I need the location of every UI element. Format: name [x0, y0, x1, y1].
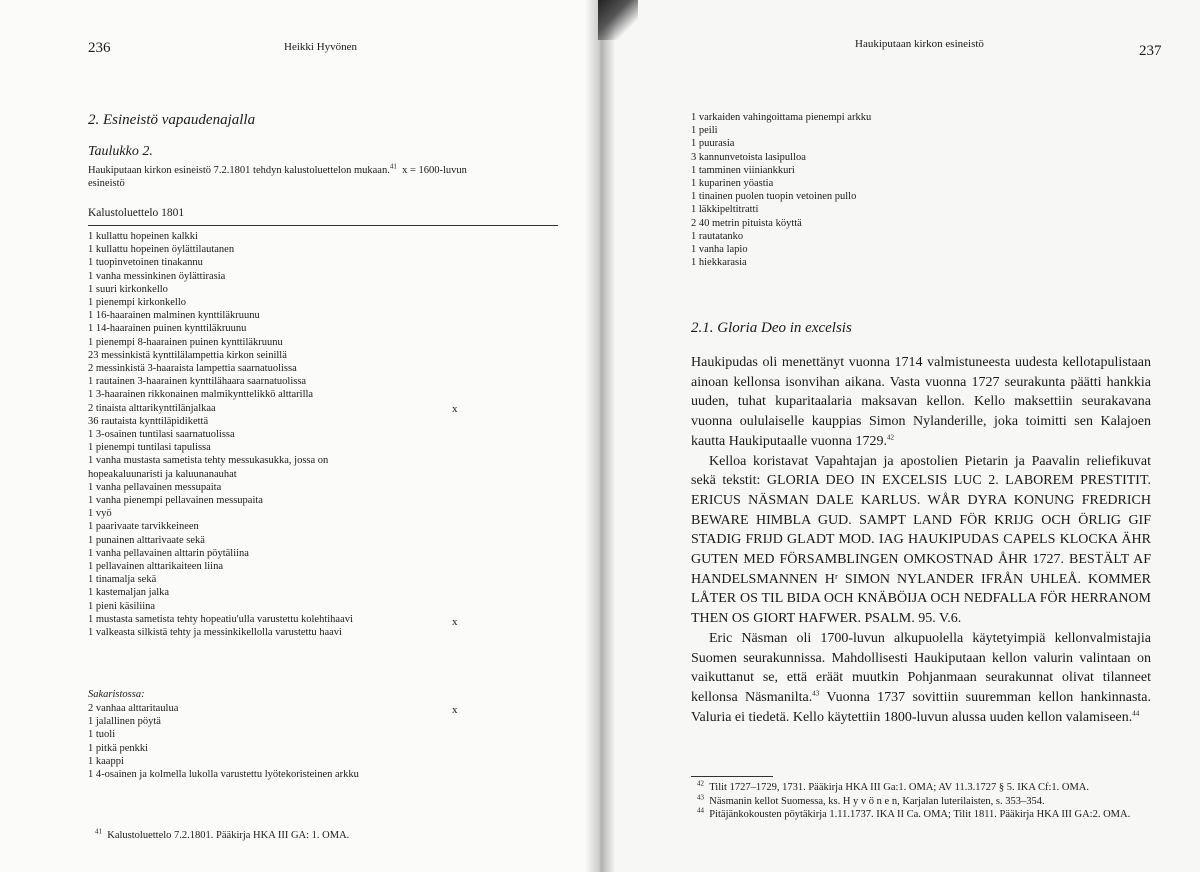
list-item: 1 vanha pellavainen messupaita — [88, 481, 222, 493]
table-title: Taulukko 2. — [88, 144, 153, 159]
list-item: 1 vyö — [88, 508, 112, 520]
list-item: 1 pienempi 8-haarainen puinen kynttiläkruunu — [88, 336, 283, 348]
list-item: 1 tuopinvetoinen tinakannu — [88, 257, 203, 269]
list-item: 1 pienempi tuntilasi tapulissa — [88, 442, 211, 454]
page-number: 237 — [1139, 43, 1162, 59]
list-item: 1 kastemaljan jalka — [88, 587, 170, 599]
list-item: 2 vanhaa alttaritaulua — [88, 703, 179, 714]
x-mark: x — [452, 403, 458, 415]
paragraph-text: Eric Näsman oli 1700-luvun alkupuolella käytetyimpiä kellonvalmistajia Suomen seurakunnissa. Mahdollisesti Haukiputaan kellon valurin valintaan on vaikuttanut se, että eräät muutkin Pohjanmaan seurakunnat olivat tilanneet kellonsa Näsmanilta. — [691, 630, 1151, 705]
page-number: 236 — [88, 40, 111, 56]
footnote — [697, 808, 1152, 822]
book-gutter — [585, 0, 615, 872]
paragraph — [691, 353, 1151, 452]
list-item: 1 14-haarainen puinen kynttiläkruunu — [88, 323, 247, 335]
list-item: 1 kuparinen yöastia — [691, 178, 774, 190]
list-item: 1 kullattu hopeinen kalkki — [88, 231, 198, 242]
list-item: 1 pienempi kirkonkello — [88, 297, 186, 309]
list-item: 1 vanha messinkinen öylättirasia — [88, 270, 226, 282]
list-item: 3 kannunvetoista lasipulloa — [691, 151, 806, 163]
footnote-text: Näsmanin kellot Suomessa, ks. H y v ö n e n, Karjalan luterilaisten, s. 353–354. — [704, 795, 1045, 807]
list-item: 1 jalallinen pöytä — [88, 716, 161, 728]
list-item: 2 messinkistä 3-haaraista lampettia saarnatuolissa — [88, 363, 297, 375]
list-item: 1 läkkipeltitratti — [691, 204, 759, 216]
list-item: 1 rautainen 3-haarainen kynttilähaara saarnatuolissa — [88, 376, 307, 388]
list-item: 1 3-osainen tuntilasi saarnatuolissa — [88, 429, 235, 441]
footnote-ref: 44 — [1132, 709, 1140, 717]
list-item: 1 kullattu hopeinen öylättilautanen — [88, 244, 235, 256]
footnote — [697, 781, 1152, 795]
list-item: 36 rautaista kynttiläpidikettä — [88, 415, 209, 427]
list-item: 1 3-haarainen rikkonainen malmikynttelikkö alttarilla — [88, 389, 314, 401]
footnotes — [697, 781, 1152, 822]
paragraph-text: Vuonna 1737 sovittiin suuremman kellon hankinnasta. Valuria ei tiedetä. Kello käytettiin 1800-luvun alussa uuden kellon valamiseen. — [691, 689, 1151, 725]
list-item: 1 peili — [691, 125, 718, 137]
footnote — [95, 829, 349, 843]
paragraph — [691, 629, 1151, 728]
inventory-list — [88, 230, 353, 639]
list-item: 1 vanha mustasta sametista tehty messukasukka, jossa on — [88, 455, 329, 467]
list-item: 2 40 metrin pituista köyttä — [691, 217, 802, 229]
list-item: 1 punainen alttarivaate sekä — [88, 534, 205, 546]
list-item: 1 tuoli — [88, 729, 116, 741]
list-item: 1 rautatanko — [691, 230, 744, 242]
list-item: 1 pellavainen alttarikaiteen liina — [88, 561, 223, 573]
list-item: hopeakaluunaristi ja kaluunanauhat — [88, 468, 237, 480]
footnote-text: Tilit 1727–1729, 1731. Pääkirja HKA III Ga:1. OMA; AV 11.3.1727 § 5. IKA Cf:1. OMA. — [704, 782, 1090, 793]
list-item: 1 vanha pienempi pellavainen messupaita — [88, 495, 263, 507]
footnote-text: Pitäjänkokousten pöytäkirja 1.11.1737. IKA II Ca. OMA; Tilit 1811. Pääkirja HKA III GA:2. OMA. — [704, 809, 1131, 820]
list-item: 1 kaappi — [88, 755, 124, 767]
list-heading: Kalustoluettelo 1801 — [88, 207, 185, 219]
footnote-ref: 41 — [389, 162, 397, 171]
footnote-ref: 43 — [812, 689, 820, 698]
paragraph-text: Haukipudas oli menettänyt vuonna 1714 valmistuneesta uudesta kellotapulistaan ainoan kellonsa isonvihan aikana. Vasta vuonna 1727 seurakunta päätti hankkia uuden, tuhat kuparitaalaria maksavan kellon. Kello maksettiin seurakavana vuonna oululaiselle kauppias Simon Nylanderille, joka toimitti sen Kalajoen kautta Haukiputaalle vuonna 1729. — [691, 355, 1151, 449]
footnote-number: 44 — [697, 806, 704, 815]
list-item: 1 vanha pellavainen alttarin pöytäliina — [88, 547, 249, 559]
footnote-number: 41 — [95, 827, 102, 836]
body-text — [691, 353, 1151, 727]
sacristy-list — [88, 702, 359, 781]
list-item: 1 tinamalja sekä — [88, 574, 157, 586]
caption-legend: x = 1600-luvun — [402, 165, 467, 176]
inventory-list-continued — [691, 111, 871, 269]
book-gutter-corner — [598, 0, 638, 40]
running-head: Heikki Hyvönen — [284, 41, 358, 53]
caption-text: Haukiputaan kirkon esineistö 7.2.1801 tehdyn kalustoluettelon mukaan. — [88, 165, 390, 176]
table-rule — [88, 225, 558, 226]
footnote-rule — [691, 776, 773, 777]
list-item: 1 vanha lapio — [691, 244, 748, 256]
footnote-number: 43 — [697, 793, 704, 801]
list-item: 1 mustasta sametista tehty hopeatiu'ulla varustettu kolehtihaavi — [88, 613, 353, 625]
list-item: 1 16-haarainen malminen kynttiläkruunu — [88, 310, 260, 322]
list-item: 1 varkaiden vahingoittama pienempi arkku — [691, 112, 872, 123]
list-item: 1 pieni käsiliina — [88, 600, 156, 612]
paragraph: Kelloa koristavat Vapahtajan ja apostolien Pietarin ja Paavalin reliefikuvat sekä tekstit: GLORIA DEO IN EXCELSIS LUC 2. LABOREM PRESTITIT. ERICUS NÄSMAN DALE KARLUS. WÅR DYRA KONUNG FREDRICH BEWARE HIMBLA GUD. SAMPT LAND FÖR KRIJG OCH ÖRLIG GIF STADIG FRIJD GLADT MOD. IAG HAUKIPUDAS CAPELS KLOCKA ÄHR GUTEN MED FÖRSAMBLINGEN OMKOSTNAD ÅHR 1727. BESTÄLT AF HANDELSMANNEN Hʳ SIMON NYLANDER IFRÅN UHLEÅ. KOMMER LÅTER OS TIL BIDA OCH KNÄBÖIJA OCH NEDFALLA FÖR HERRANOM THEN OS GIORT HAFWER. PSALM. 95. V.6. — [691, 453, 1151, 627]
caption-legend-cont: esineistö — [88, 178, 125, 189]
list-item: 1 tinainen puolen tuopin vetoinen pullo — [691, 191, 857, 203]
list-item: 1 puurasia — [691, 138, 735, 150]
footnote-text: Kalustoluettelo 7.2.1801. Pääkirja HKA III GA: 1. OMA. — [107, 830, 350, 841]
footnote — [697, 795, 1152, 809]
table-caption — [88, 164, 558, 190]
right-page — [600, 0, 1200, 872]
sacristy-heading: Sakaristossa: — [88, 689, 145, 700]
list-item: 1 paarivaate tarvikkeineen — [88, 521, 199, 533]
x-mark: x — [452, 704, 458, 716]
list-item: 1 tamminen viiniankkuri — [691, 164, 795, 176]
section-title: 2.1. Gloria Deo in excelsis — [691, 320, 852, 336]
footnote-number: 42 — [697, 779, 704, 788]
footnote-ref: 42 — [886, 433, 894, 442]
list-item: 1 valkeasta silkistä tehty ja messinkikellolla varustettu haavi — [88, 627, 342, 639]
x-mark: x — [452, 616, 458, 628]
list-item: 23 messinkistä kynttilälampettia kirkon seinillä — [88, 349, 287, 361]
running-head: Haukiputaan kirkon esineistö — [855, 38, 984, 50]
list-item: 1 pitkä penkki — [88, 742, 149, 754]
list-item: 1 hiekkarasia — [691, 257, 747, 269]
section-title: 2. Esineistö vapaudenajalla — [88, 112, 256, 128]
list-item: 1 4-osainen ja kolmella lukolla varustettu lyötekoristeinen arkku — [88, 769, 359, 781]
list-item: 1 suuri kirkonkello — [88, 283, 168, 295]
list-item: 2 tinaista alttarikynttilänjalkaa — [88, 402, 216, 414]
